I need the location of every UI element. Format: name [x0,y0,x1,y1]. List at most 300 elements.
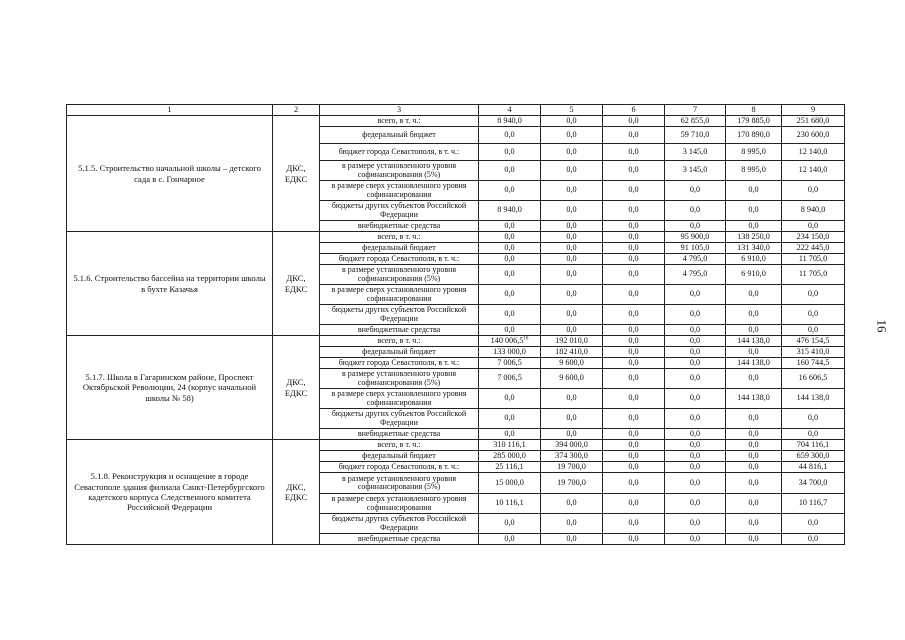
amount-value: 0,0 [566,269,577,279]
amount-value: 0,0 [566,165,577,175]
amount-cell [479,534,541,545]
amount-value: 3 145,0 [682,165,708,175]
amount-value: 0,0 [566,533,577,543]
amount-cell [726,389,782,409]
amount-cell [541,494,603,514]
amount-cell [665,440,726,451]
amount-value: 25 116,1 [495,461,524,471]
amount-cell [782,347,845,358]
amount-cell [782,409,845,429]
amount-cell [479,221,541,232]
amount-value: 0,0 [504,413,515,423]
amount-value: 0,0 [807,533,819,543]
amount-value: 0,0 [628,242,639,252]
object-name-cell: 5.1.8. Реконструкция и оснащение в городе Севастополе здания филиала Санкт-Петербургского кадетского корпуса Следственного комитета Российской Федерации [67,440,273,545]
header-cell: 1 [67,105,273,116]
amount-cell [726,285,782,305]
amount-value: 0,0 [628,477,639,487]
amount-value: 0,0 [628,346,639,356]
amount-cell [782,494,845,514]
amount-cell [782,232,845,243]
amount-value: 8 940,0 [497,205,522,215]
amount-cell [541,336,603,347]
amount-value: 0,0 [628,289,639,299]
amount-cell [541,462,603,473]
funding-source-cell: бюджет города Севастополя, в т. ч.: [320,254,479,265]
amount-value: 0,0 [689,428,701,438]
amount-cell [782,389,845,409]
amount-cell [603,127,665,144]
amount-value: 19 700,0 [557,461,586,471]
amount-value: 0,0 [628,357,639,367]
amount-cell [541,144,603,161]
amount-value: 0,0 [628,439,639,449]
amount-cell [541,221,603,232]
amount-value: 0,0 [628,253,639,263]
amount-value: 0,0 [504,393,515,403]
amount-cell [479,429,541,440]
funding-source-cell: бюджет города Севастополя, в т. ч.: [320,144,479,161]
amount-cell [541,201,603,221]
amount-value: 0,0 [689,439,701,449]
amount-cell [782,181,845,201]
amount-cell [665,201,726,221]
funding-source-cell: федеральный бюджет [320,347,479,358]
amount-cell [603,325,665,336]
amount-value: 0,0 [504,146,515,156]
amount-cell [726,201,782,221]
amount-value: 15 000,0 [495,477,524,487]
amount-cell [782,440,845,451]
amount-cell [726,494,782,514]
amount-value: 0,0 [628,146,639,156]
amount-cell [479,440,541,451]
amount-cell [782,429,845,440]
amount-value: 8 995,0 [741,146,766,156]
amount-value: 0,0 [748,185,759,195]
header-cell: 2 [273,105,320,116]
amount-value: 0,0 [689,220,701,230]
funding-source-cell: федеральный бюджет [320,451,479,462]
amount-cell [479,473,541,494]
amount-value: 0,0 [504,242,515,252]
funding-source-cell: федеральный бюджет [320,243,479,254]
amount-value: 16 606,5 [798,373,828,383]
amount-cell [782,144,845,161]
amount-cell [479,336,541,347]
amount-value: 0,0 [748,205,759,215]
amount-value: 144 138,0 [737,335,770,345]
amount-value: 91 105,0 [680,242,710,252]
funding-source-cell: внебюджетные средства [320,429,479,440]
amount-cell [603,232,665,243]
amount-cell [603,221,665,232]
funding-source-cell: бюджет города Севастополя, в т. ч.: [320,358,479,369]
amount-cell [726,221,782,232]
amount-value: 0,0 [689,393,701,403]
amount-value: 0,0 [628,393,639,403]
amount-cell [782,534,845,545]
amount-value: 374 300,0 [555,450,588,460]
amount-cell [603,440,665,451]
amount-value: 0,0 [504,129,515,139]
funding-source-cell: бюджеты других субъектов Российской Федерации [320,409,479,429]
amount-cell [603,358,665,369]
amount-value: 4 795,0 [682,253,708,263]
amount-value: 0,0 [807,518,819,528]
amount-value: 0,0 [566,205,577,215]
amount-cell [541,116,603,127]
amount-cell [665,473,726,494]
amount-value: 4 795,0 [682,269,708,279]
amount-value: 144 138,0 [737,393,770,403]
amount-value: 0,0 [566,289,577,299]
amount-cell [782,336,845,347]
amount-value: 0,0 [504,185,515,195]
amount-value: 11 705,0 [798,253,828,263]
amount-value: 0,0 [628,498,639,508]
funding-source-cell: в размере сверх установленного уровня софинансирования [320,494,479,514]
amount-value: 12 140,0 [798,165,828,175]
amount-cell [479,243,541,254]
amount-value: 0,0 [807,413,819,423]
amount-value: 0,0 [689,205,701,215]
funding-source-cell: внебюджетные средства [320,221,479,232]
amount-value: 34 700,0 [798,477,828,487]
amount-cell [603,336,665,347]
amount-cell [541,451,603,462]
amount-cell [479,358,541,369]
amount-value: 0,0 [689,185,701,195]
amount-value: 0,0 [628,205,639,215]
amount-value: 95 900,0 [680,231,710,241]
amount-value: 160 744,5 [796,357,830,367]
amount-cell [665,116,726,127]
amount-value: 9 600,0 [559,357,584,367]
amount-value: 0,0 [566,242,577,252]
amount-value: 0,0 [628,185,639,195]
amount-value: 0,0 [628,335,639,345]
amount-value: 0,0 [504,269,515,279]
amount-value: 0,0 [628,413,639,423]
amount-cell [479,285,541,305]
amount-value: 6 910,0 [741,269,766,279]
amount-cell [541,369,603,389]
funding-source-cell: в размере установленного уровня софинансирования (5%) [320,265,479,285]
amount-cell [782,451,845,462]
amount-value: 0,0 [748,324,759,334]
amount-value: 0,0 [689,357,701,367]
amount-value: 7 006,5 [497,357,522,367]
amount-value: 251 680,0 [796,115,830,125]
amount-value: 0,0 [628,450,639,460]
amount-cell [603,451,665,462]
amount-value: 0,0 [689,498,701,508]
amount-cell [479,389,541,409]
amount-value: 0,0 [628,533,639,543]
funding-source-cell: в размере сверх установленного уровня софинансирования [320,181,479,201]
amount-value: 0,0 [566,518,577,528]
amount-cell [665,254,726,265]
executor-cell: ДКС, ЕДКС [273,440,320,545]
amount-cell [479,462,541,473]
object-name-cell: 5.1.6. Строительство бассейна на территории школы в бухте Казачья [67,232,273,336]
table-row [67,232,845,243]
amount-value: 0,0 [504,428,515,438]
amount-value: 0,0 [504,253,515,263]
amount-cell [479,201,541,221]
amount-cell [726,144,782,161]
funding-source-cell: всего, в т. ч.: [320,116,479,127]
funding-source-cell: бюджеты других субъектов Российской Федерации [320,514,479,534]
amount-cell [782,161,845,181]
amount-cell [782,254,845,265]
amount-value: 0,0 [807,220,819,230]
footnote-mark: 16 [523,335,529,341]
amount-value: 0,0 [689,335,701,345]
amount-cell [479,325,541,336]
amount-value: 659 300,0 [796,450,830,460]
amount-value: 0,0 [566,185,577,195]
amount-cell [665,409,726,429]
amount-value: 133 000,0 [493,346,526,356]
funding-source-cell: всего, в т. ч.: [320,336,479,347]
amount-cell [782,265,845,285]
amount-cell [603,201,665,221]
header-cell: 9 [782,105,845,116]
amount-cell [726,440,782,451]
table-row [67,440,845,451]
amount-value: 0,0 [566,428,577,438]
amount-value: 0,0 [748,428,759,438]
amount-cell [603,534,665,545]
amount-value: 19 700,0 [557,477,586,487]
amount-cell [782,358,845,369]
amount-value: 0,0 [566,324,577,334]
amount-value: 144 138,0 [737,357,770,367]
amount-cell [479,265,541,285]
amount-cell [541,409,603,429]
amount-cell [665,221,726,232]
amount-cell [541,305,603,325]
amount-cell [665,161,726,181]
amount-value: 0,0 [504,165,515,175]
amount-cell [479,144,541,161]
amount-cell [782,201,845,221]
funding-source-cell: бюджеты других субъектов Российской Федерации [320,201,479,221]
amount-value: 0,0 [748,309,759,319]
amount-cell [726,325,782,336]
amount-cell [726,161,782,181]
amount-cell [726,451,782,462]
amount-cell [782,369,845,389]
amount-value: 0,0 [628,324,639,334]
amount-cell [665,127,726,144]
header-cell: 3 [320,105,479,116]
amount-cell [665,429,726,440]
header-cell: 8 [726,105,782,116]
amount-cell [603,369,665,389]
amount-value: 0,0 [748,373,759,383]
header-row [67,105,845,116]
amount-cell [603,409,665,429]
amount-value: 0,0 [566,115,577,125]
amount-cell [726,243,782,254]
amount-value: 310 116,1 [493,439,526,449]
amount-value: 62 855,0 [680,115,710,125]
amount-value: 0,0 [689,309,701,319]
amount-cell [603,473,665,494]
amount-cell [603,144,665,161]
amount-value: 0,0 [628,461,639,471]
amount-value: 0,0 [628,115,639,125]
table-row [67,116,845,127]
amount-cell [603,254,665,265]
amount-cell [603,347,665,358]
funding-source-cell: в размере установленного уровня софинансирования (5%) [320,161,479,181]
amount-value: 170 890,0 [737,129,770,139]
amount-value: 0,0 [566,129,577,139]
amount-value: 9 600,0 [559,373,584,383]
amount-cell [603,305,665,325]
amount-value: 192 010,0 [555,335,588,345]
funding-source-cell: в размере установленного уровня софинансирования (5%) [320,473,479,494]
amount-cell [665,514,726,534]
amount-cell [541,440,603,451]
amount-cell [726,347,782,358]
amount-cell [726,127,782,144]
amount-value: 230 600,0 [796,129,830,139]
amount-cell [726,265,782,285]
amount-value: 0,0 [689,461,701,471]
amount-value: 0,0 [628,373,639,383]
amount-cell [665,181,726,201]
amount-cell [726,514,782,534]
amount-value: 140 006,5 [490,335,524,345]
amount-value: 0,0 [628,165,639,175]
amount-value: 0,0 [504,309,515,319]
amount-value: 0,0 [504,289,515,299]
executor-cell: ДКС, ЕДКС [273,336,320,440]
amount-cell [541,429,603,440]
amount-value: 3 145,0 [682,146,708,156]
amount-value: 7 006,5 [497,373,522,383]
amount-value: 0,0 [748,477,759,487]
amount-value: 44 816,1 [798,461,828,471]
amount-value: 10 116,1 [495,498,524,508]
amount-cell [541,389,603,409]
amount-value: 704 116,1 [796,439,830,449]
amount-value: 8 995,0 [741,165,766,175]
amount-cell [541,127,603,144]
amount-value: 0,0 [748,289,759,299]
header-cell: 6 [603,105,665,116]
amount-cell [541,161,603,181]
amount-cell [603,514,665,534]
amount-value: 0,0 [628,428,639,438]
amount-cell [541,243,603,254]
amount-value: 0,0 [504,518,515,528]
amount-value: 0,0 [748,346,759,356]
amount-value: 222 445,0 [796,242,830,252]
amount-cell [665,243,726,254]
amount-cell [479,254,541,265]
amount-cell [665,369,726,389]
amount-value: 0,0 [566,309,577,319]
amount-value: 0,0 [689,413,701,423]
amount-cell [479,451,541,462]
funding-source-cell: всего, в т. ч.: [320,232,479,243]
funding-source-cell: внебюджетные средства [320,534,479,545]
amount-cell [726,181,782,201]
amount-cell [541,325,603,336]
amount-cell [541,254,603,265]
amount-cell [541,358,603,369]
amount-cell [603,181,665,201]
amount-value: 179 885,0 [737,115,770,125]
amount-value: 0,0 [504,324,515,334]
header-cell: 5 [541,105,603,116]
amount-cell [603,161,665,181]
funding-source-cell: в размере сверх установленного уровня софинансирования [320,389,479,409]
budget-table [66,104,845,545]
amount-cell [726,473,782,494]
amount-cell [665,232,726,243]
amount-value: 315 410,0 [796,346,830,356]
amount-cell [726,409,782,429]
amount-cell [782,116,845,127]
amount-cell [479,514,541,534]
amount-cell [665,347,726,358]
amount-cell [541,473,603,494]
amount-value: 0,0 [689,289,701,299]
amount-cell [603,243,665,254]
amount-cell [479,409,541,429]
amount-cell [782,462,845,473]
header-cell: 4 [479,105,541,116]
amount-cell [782,325,845,336]
amount-value: 8 940,0 [800,205,826,215]
amount-cell [541,232,603,243]
amount-cell [479,494,541,514]
amount-value: 0,0 [628,309,639,319]
amount-cell [726,254,782,265]
table-row [67,336,845,347]
amount-value: 0,0 [628,231,639,241]
amount-value: 0,0 [748,533,759,543]
amount-cell [782,305,845,325]
header-cell: 7 [665,105,726,116]
funding-source-cell: бюджеты других субъектов Российской Федерации [320,305,479,325]
amount-cell [541,265,603,285]
amount-cell [726,116,782,127]
amount-cell [603,116,665,127]
amount-value: 0,0 [807,185,819,195]
amount-value: 0,0 [566,253,577,263]
amount-value: 182 410,0 [555,346,588,356]
amount-value: 10 116,7 [798,498,828,508]
amount-value: 0,0 [748,439,759,449]
amount-value: 0,0 [504,231,515,241]
amount-cell [782,514,845,534]
amount-cell [782,243,845,254]
amount-value: 0,0 [628,129,639,139]
amount-value: 285 000,0 [493,450,526,460]
amount-value: 0,0 [566,146,577,156]
amount-value: 0,0 [689,324,701,334]
executor-cell: ДКС, ЕДКС [273,232,320,336]
amount-cell [541,181,603,201]
